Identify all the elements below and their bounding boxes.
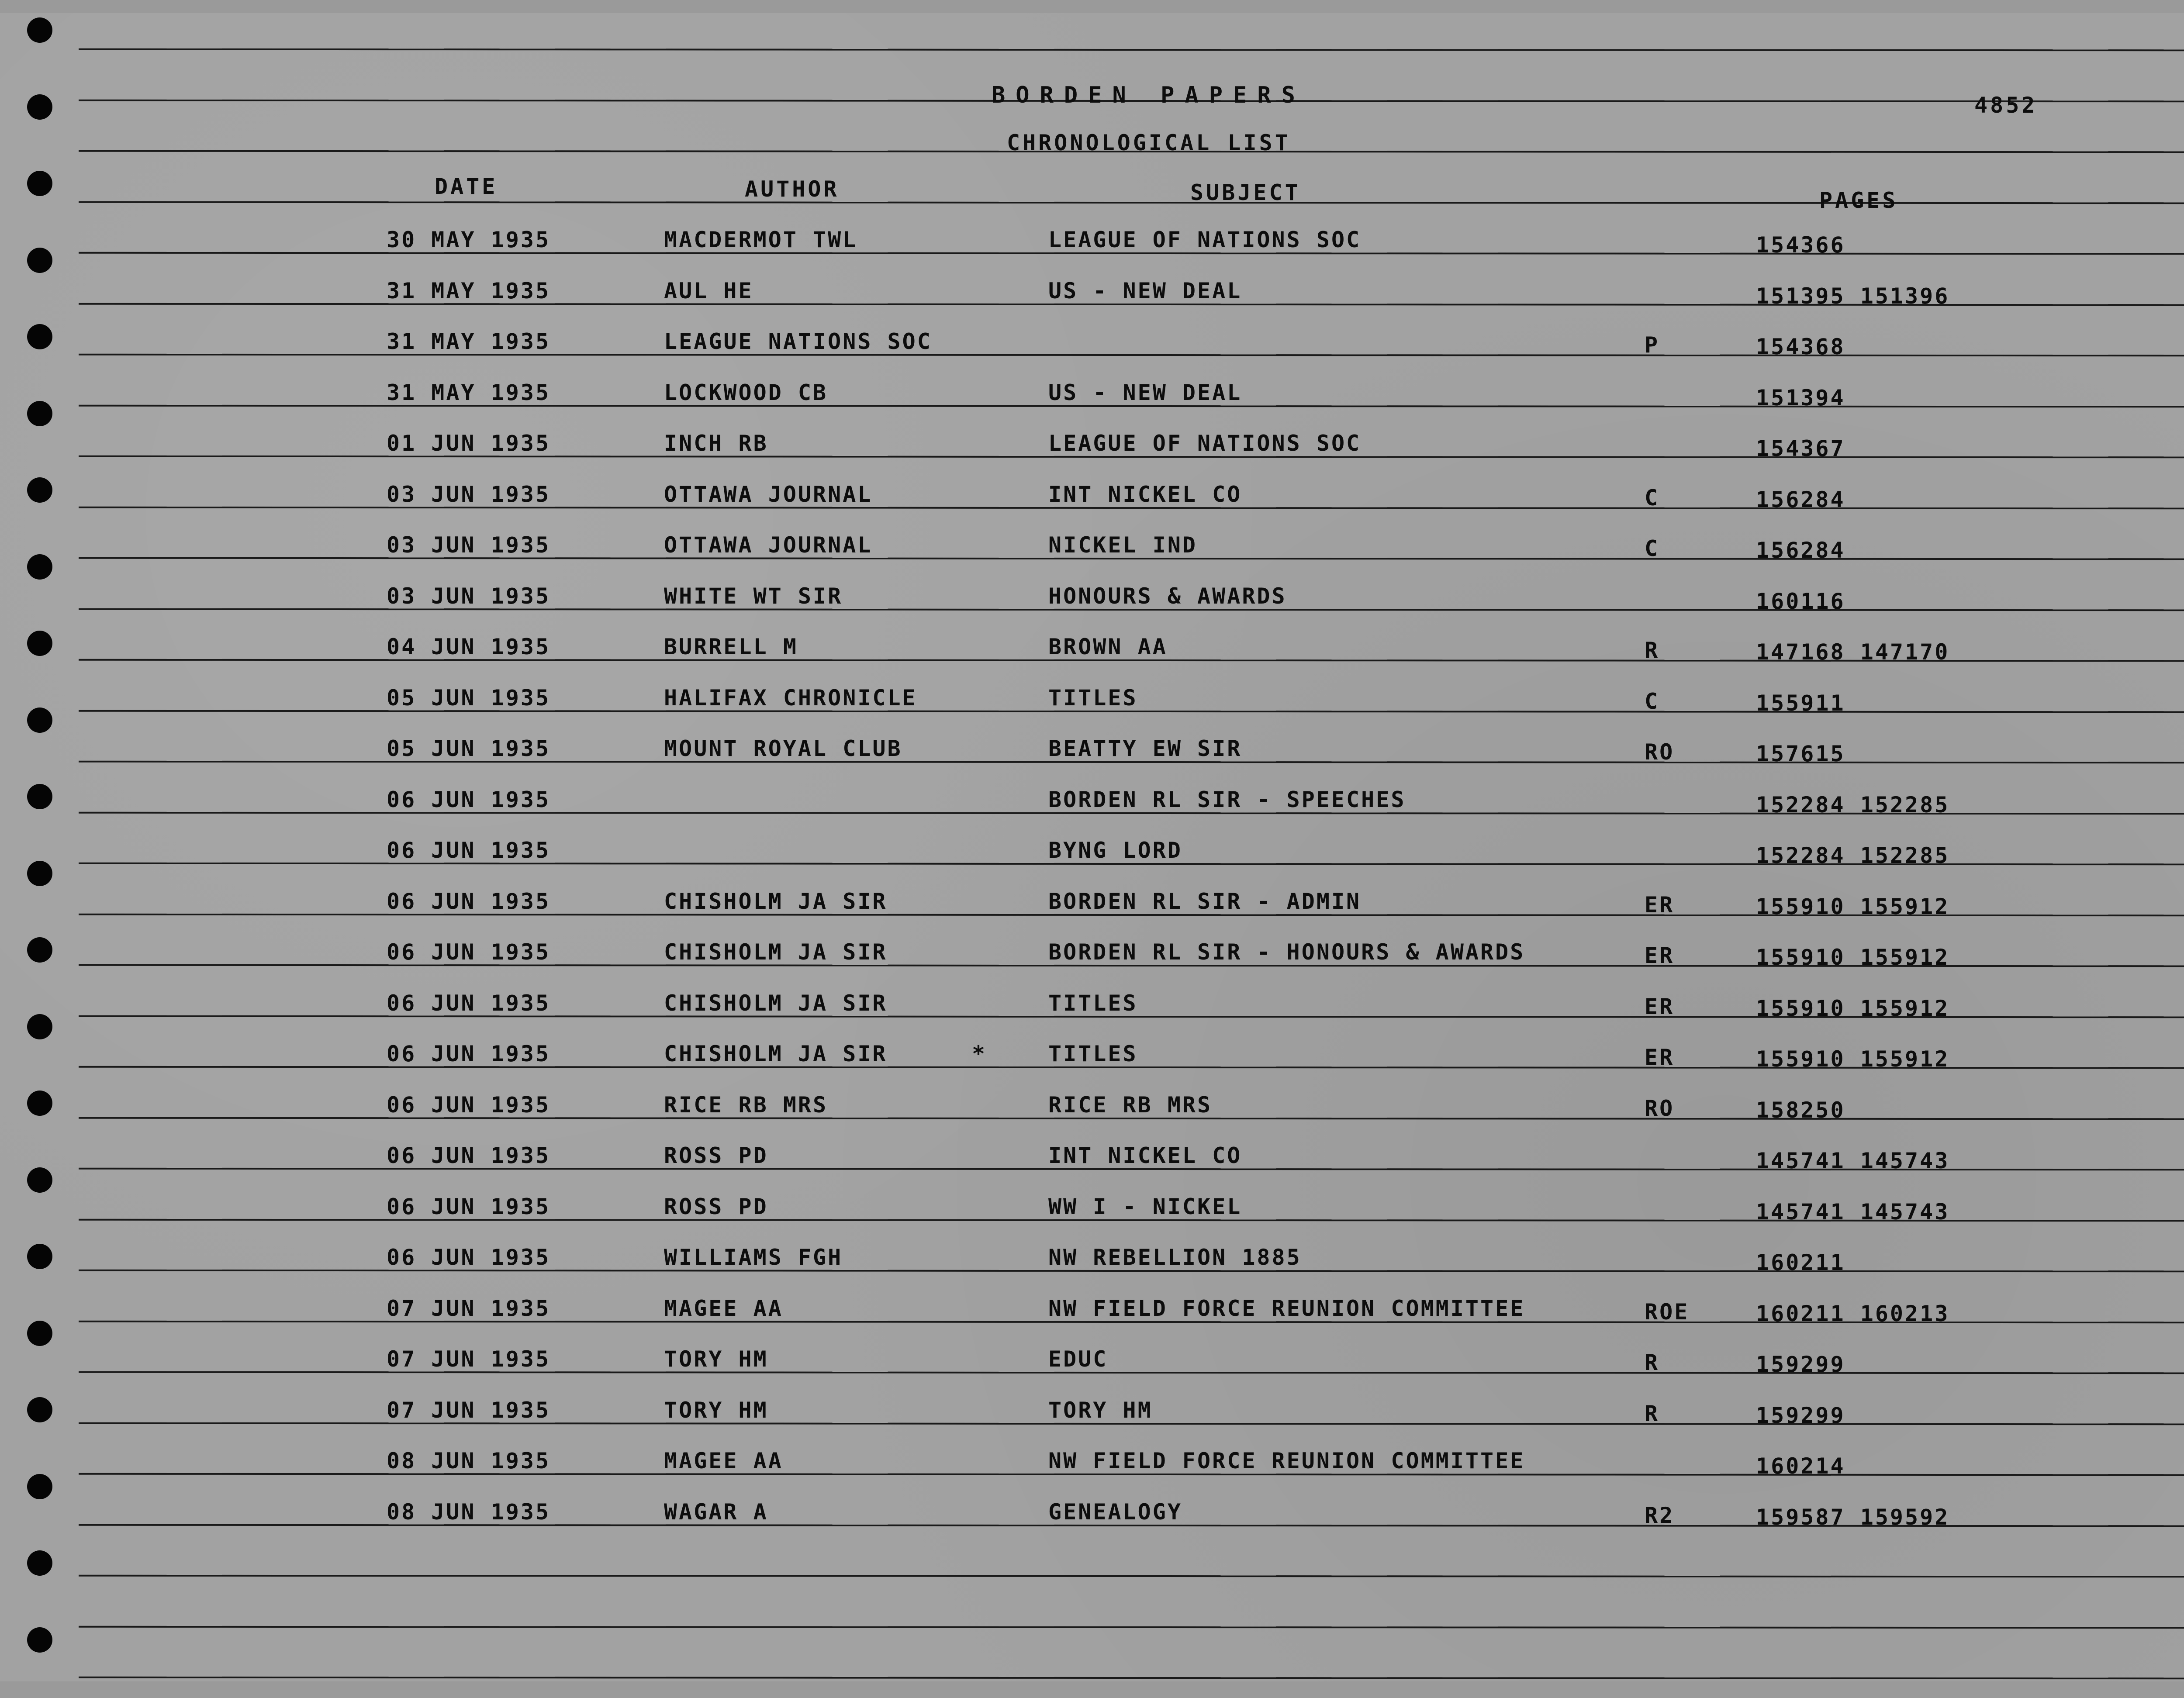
cell-subject: GENEALOGY — [1048, 1499, 1182, 1525]
cell-author: CHISHOLM JA SIR — [664, 888, 888, 914]
feed-hole — [27, 1167, 52, 1193]
cell-subject: BORDEN RL SIR - ADMIN — [1048, 888, 1362, 914]
feed-hole — [27, 861, 52, 886]
cell-pages: 156284 — [1756, 538, 1845, 563]
cell-code: C — [1645, 536, 1660, 561]
feed-hole — [27, 631, 52, 656]
cell-pages: 155910 155912 — [1756, 894, 1950, 919]
feed-hole — [27, 1321, 52, 1346]
cell-pages: 159587 159592 — [1756, 1504, 1950, 1530]
cell-pages: 152284 152285 — [1756, 792, 1950, 818]
cell-author: TORY HM — [664, 1346, 768, 1372]
cell-subject: LEAGUE OF NATIONS SOC — [1048, 431, 1362, 456]
cell-subject: LEAGUE OF NATIONS SOC — [1048, 227, 1362, 252]
cell-code: R2 — [1645, 1502, 1675, 1528]
feed-hole — [27, 477, 52, 503]
cell-date: 06 JUN 1935 — [387, 1194, 551, 1219]
cell-pages: 160214 — [1756, 1453, 1845, 1479]
cell-date: 06 JUN 1935 — [387, 1041, 551, 1066]
cell-author: OTTAWA JOURNAL — [664, 481, 873, 507]
cell-pages: 154368 — [1756, 334, 1845, 359]
cell-date: 06 JUN 1935 — [387, 888, 551, 914]
cell-date: 31 MAY 1935 — [387, 380, 551, 405]
cell-pages: 155911 — [1756, 690, 1845, 716]
column-header-author: AUTHOR — [745, 176, 840, 202]
cell-pages: 155910 155912 — [1756, 1046, 1950, 1072]
cell-subject: TITLES — [1048, 685, 1138, 711]
cell-date: 06 JUN 1935 — [387, 787, 551, 812]
cell-subject: BROWN AA — [1048, 634, 1168, 659]
cell-pages: 159299 — [1756, 1402, 1845, 1428]
cell-pages: 151394 — [1756, 385, 1845, 411]
cell-author: MACDERMOT TWL — [664, 227, 858, 252]
page-number: 4852 — [1974, 93, 2038, 118]
feed-hole — [27, 554, 52, 580]
cell-subject: US - NEW DEAL — [1048, 278, 1242, 304]
cell-pages: 147168 147170 — [1756, 639, 1950, 665]
cell-pages: 155910 155912 — [1756, 995, 1950, 1021]
cell-pages: 160116 — [1756, 588, 1845, 614]
cell-author: ROSS PD — [664, 1194, 768, 1219]
cell-subject: BYNG LORD — [1048, 838, 1182, 863]
cell-date: 07 JUN 1935 — [387, 1295, 551, 1321]
feed-hole — [27, 708, 52, 733]
cell-author: CHISHOLM JA SIR — [664, 939, 888, 965]
cell-author: ROSS PD — [664, 1143, 768, 1168]
cell-author: AUL HE — [664, 278, 753, 304]
column-header-pages: PAGES — [1819, 188, 1898, 213]
feed-hole — [27, 1474, 52, 1499]
feed-hole — [27, 1091, 52, 1116]
cell-author: INCH RB — [664, 431, 768, 456]
cell-subject: BEATTY EW SIR — [1048, 736, 1242, 761]
cell-pages: 156284 — [1756, 487, 1845, 512]
cell-pages: 155910 155912 — [1756, 945, 1950, 970]
cell-code: RO — [1645, 1095, 1675, 1121]
cell-pages: 157615 — [1756, 741, 1845, 766]
cell-subject: BORDEN RL SIR - HONOURS & AWARDS — [1048, 939, 1525, 965]
cell-subject: EDUC — [1048, 1346, 1108, 1372]
cell-author: WILLIAMS FGH — [664, 1245, 843, 1270]
cell-date: 07 JUN 1935 — [387, 1346, 551, 1372]
cell-code: ER — [1645, 943, 1675, 968]
document-title: BORDEN PAPERS — [992, 82, 1306, 108]
cell-author: RICE RB MRS — [664, 1092, 828, 1118]
cell-pages: 151395 151396 — [1756, 283, 1950, 309]
cell-date: 03 JUN 1935 — [387, 532, 551, 558]
cell-pages: 154367 — [1756, 436, 1845, 461]
cell-author: OTTAWA JOURNAL — [664, 532, 873, 558]
cell-pages: 159299 — [1756, 1352, 1845, 1377]
cell-author: HALIFAX CHRONICLE — [664, 685, 917, 711]
cell-date: 07 JUN 1935 — [387, 1397, 551, 1423]
cell-subject: NICKEL IND — [1048, 532, 1198, 558]
feed-hole — [27, 1627, 52, 1653]
cell-code: R — [1645, 1350, 1660, 1375]
cell-author: CHISHOLM JA SIR — [664, 990, 888, 1016]
cell-date: 03 JUN 1935 — [387, 583, 551, 609]
cell-code: ROE — [1645, 1299, 1690, 1325]
cell-subject: TITLES — [1048, 1041, 1138, 1066]
cell-pages: 145741 145743 — [1756, 1148, 1950, 1173]
cell-code: RO — [1645, 739, 1675, 765]
cell-date: 08 JUN 1935 — [387, 1499, 551, 1525]
cell-author: MAGEE AA — [664, 1295, 783, 1321]
cell-subject: BORDEN RL SIR - SPEECHES — [1048, 787, 1406, 812]
cell-date: 01 JUN 1935 — [387, 431, 551, 456]
cell-author: MOUNT ROYAL CLUB — [664, 736, 902, 761]
cell-date: 08 JUN 1935 — [387, 1448, 551, 1474]
cell-date: 06 JUN 1935 — [387, 1092, 551, 1118]
cell-date: 03 JUN 1935 — [387, 481, 551, 507]
cell-code: ER — [1645, 892, 1675, 918]
cell-code: ER — [1645, 1045, 1675, 1070]
cell-author: WAGAR A — [664, 1499, 768, 1525]
cell-code: P — [1645, 332, 1660, 358]
cell-code: C — [1645, 688, 1660, 714]
cell-subject: INT NICKEL CO — [1048, 481, 1242, 507]
cell-code: C — [1645, 485, 1660, 511]
cell-subject: WW I - NICKEL — [1048, 1194, 1242, 1219]
feed-hole — [27, 784, 52, 809]
cell-date: 04 JUN 1935 — [387, 634, 551, 659]
feed-hole — [27, 248, 52, 273]
cell-author: WHITE WT SIR — [664, 583, 843, 609]
feed-hole — [27, 1397, 52, 1422]
cell-code: ER — [1645, 994, 1675, 1019]
cell-pages: 154366 — [1756, 232, 1845, 258]
cell-date: 06 JUN 1935 — [387, 1245, 551, 1270]
cell-subject: RICE RB MRS — [1048, 1092, 1213, 1118]
cell-date: 06 JUN 1935 — [387, 990, 551, 1016]
list-subtitle: CHRONOLOGICAL LIST — [1007, 130, 1291, 155]
cell-pages: 145741 145743 — [1756, 1199, 1950, 1225]
feed-hole — [27, 324, 52, 349]
cell-author: LOCKWOOD CB — [664, 380, 828, 405]
cell-subject: TORY HM — [1048, 1397, 1153, 1423]
cell-subject: US - NEW DEAL — [1048, 380, 1242, 405]
cell-pages: 152284 152285 — [1756, 843, 1950, 868]
cell-date: 06 JUN 1935 — [387, 939, 551, 965]
cell-subject: HONOURS & AWARDS — [1048, 583, 1287, 609]
cell-author: LEAGUE NATIONS SOC — [664, 329, 932, 354]
cell-subject: NW FIELD FORCE REUNION COMMITTEE — [1048, 1448, 1525, 1474]
cell-author: CHISHOLM JA SIR — [664, 1041, 888, 1066]
cell-subject: NW REBELLION 1885 — [1048, 1245, 1302, 1270]
feed-hole — [27, 94, 52, 120]
cell-subject: TITLES — [1048, 990, 1138, 1016]
cell-subject: INT NICKEL CO — [1048, 1143, 1242, 1168]
cell-date: 05 JUN 1935 — [387, 685, 551, 711]
cell-star: * — [972, 1041, 987, 1066]
feed-hole — [27, 1244, 52, 1269]
cell-author: TORY HM — [664, 1397, 768, 1423]
cell-pages: 158250 — [1756, 1097, 1845, 1123]
feed-hole — [27, 401, 52, 426]
cell-date: 30 MAY 1935 — [387, 227, 551, 252]
feed-hole — [27, 937, 52, 963]
column-header-subject: SUBJECT — [1190, 180, 1301, 205]
cell-code: R — [1645, 638, 1660, 663]
column-header-date: DATE — [435, 174, 498, 199]
cell-date: 06 JUN 1935 — [387, 1143, 551, 1168]
cell-subject: NW FIELD FORCE REUNION COMMITTEE — [1048, 1295, 1525, 1321]
cell-pages: 160211 — [1756, 1250, 1845, 1275]
cell-code: R — [1645, 1401, 1660, 1426]
cell-author: BURRELL M — [664, 634, 798, 659]
cell-author: MAGEE AA — [664, 1448, 783, 1474]
cell-date: 06 JUN 1935 — [387, 838, 551, 863]
feed-hole — [27, 1550, 52, 1576]
cell-date: 05 JUN 1935 — [387, 736, 551, 761]
feed-hole — [27, 17, 52, 43]
cell-date: 31 MAY 1935 — [387, 278, 551, 304]
feed-hole — [27, 171, 52, 196]
cell-date: 31 MAY 1935 — [387, 329, 551, 354]
feed-hole — [27, 1014, 52, 1039]
cell-pages: 160211 160213 — [1756, 1301, 1950, 1326]
